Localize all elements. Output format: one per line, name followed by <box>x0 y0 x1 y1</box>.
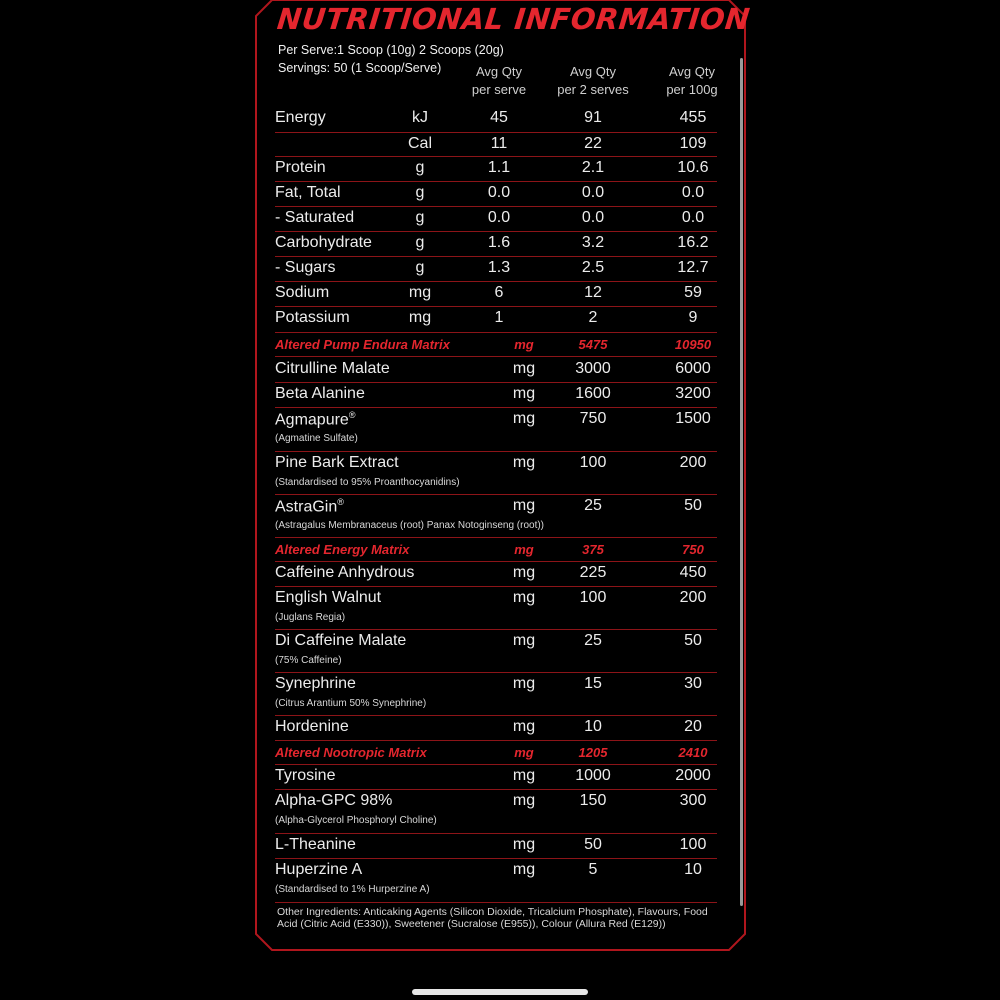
value-cell: 91 <box>584 109 602 126</box>
value-cell: 100 <box>579 589 607 606</box>
value-cell: 50 <box>684 497 702 514</box>
per-serve-info: Per Serve:1 Scoop (10g) 2 Scoops (20g) <box>278 43 504 57</box>
table-row <box>275 586 717 630</box>
nutrient-subtitle: (Alpha-Glycerol Phosphoryl Choline) <box>275 815 437 826</box>
value-cell: 150 <box>579 792 607 809</box>
table-row <box>275 156 717 182</box>
column-header-line: per serve <box>471 82 527 97</box>
nutrient-name <box>275 109 326 127</box>
value-cell: 11 <box>490 135 508 152</box>
table-row <box>275 382 717 408</box>
value-cell: 2 <box>588 309 598 326</box>
nutrient-name-text: Energy <box>275 109 326 126</box>
nutrient-name-text: Pine Bark Extract <box>275 454 399 471</box>
column-header-line: per 100g <box>666 82 718 97</box>
unit-cell: mg <box>512 564 536 581</box>
table-row <box>275 789 717 834</box>
unit-cell: mg <box>512 385 536 402</box>
value-cell: 2.1 <box>581 159 605 176</box>
trademark-mark: ® <box>337 497 344 507</box>
nutrient-name-text: Huperzine A <box>275 861 363 878</box>
value-cell: 1000 <box>575 767 611 784</box>
unit-cell: mg <box>512 675 536 692</box>
value-cell: 10 <box>584 718 602 735</box>
trademark-mark: ® <box>348 410 356 420</box>
value-cell: 12.7 <box>677 259 709 276</box>
scrollbar[interactable] <box>740 58 743 906</box>
nutrient-name <box>275 209 354 227</box>
value-cell: 16.2 <box>677 234 709 251</box>
unit-cell: mg <box>512 718 536 735</box>
value-cell: 10950 <box>674 337 712 352</box>
table-row <box>275 715 717 741</box>
value-cell: 2.5 <box>581 259 605 276</box>
nutrient-name <box>275 589 381 607</box>
table-row <box>275 106 717 133</box>
value-cell: 5475 <box>578 337 608 352</box>
unit-cell: Cal <box>407 135 432 152</box>
unit-cell: mg <box>514 745 534 760</box>
section-title <box>275 337 450 352</box>
value-cell: 200 <box>679 454 707 471</box>
value-cell: 0.0 <box>487 209 511 226</box>
table-row <box>275 494 717 538</box>
value-cell: 375 <box>582 542 604 557</box>
unit-cell: mg <box>512 792 536 809</box>
nutrient-name <box>275 454 399 472</box>
section-title <box>275 745 427 760</box>
nutrient-name-text: Hordenine <box>275 718 349 735</box>
nutrient-name-text: Carbohydrate <box>275 234 372 251</box>
nutrient-name-text: English Walnut <box>275 589 382 606</box>
value-cell: 1205 <box>578 745 608 760</box>
unit-cell: mg <box>512 632 536 649</box>
unit-cell: mg <box>512 454 536 471</box>
value-cell: 50 <box>684 632 702 649</box>
value-cell: 3.2 <box>581 234 605 251</box>
nutrient-name <box>275 284 329 302</box>
servings-info: Servings: 50 (1 Scoop/Serve) <box>278 61 442 75</box>
nutrient-name-text: Protein <box>275 159 326 176</box>
nutrient-name <box>275 234 372 252</box>
nutrient-name-text: Fat, Total <box>275 184 341 201</box>
home-indicator[interactable] <box>412 989 588 995</box>
value-cell: 6000 <box>675 360 711 377</box>
nutrient-name <box>275 836 356 854</box>
value-cell: 45 <box>490 109 508 126</box>
table-row <box>275 672 717 716</box>
value-cell: 455 <box>679 109 707 126</box>
unit-cell: g <box>415 184 425 201</box>
nutrient-name <box>275 718 349 736</box>
nutrient-name-text: Altered Nootropic Matrix <box>275 745 427 760</box>
nutrient-name <box>275 767 335 785</box>
nutrient-name <box>275 309 350 327</box>
nutrient-name-text: - Saturated <box>275 209 355 226</box>
table-row <box>275 407 717 452</box>
value-cell: 109 <box>679 135 707 152</box>
value-cell: 0.0 <box>681 184 705 201</box>
table-row <box>275 206 717 232</box>
unit-cell: mg <box>514 337 534 352</box>
column-header-per-100g <box>660 63 724 99</box>
value-cell: 30 <box>684 675 702 692</box>
value-cell: 750 <box>682 542 704 557</box>
section-row <box>275 332 717 357</box>
nutrient-name-text: - Sugars <box>275 259 336 276</box>
value-cell: 10 <box>684 861 702 878</box>
value-cell: 25 <box>584 497 602 514</box>
value-cell: 100 <box>579 454 607 471</box>
unit-cell: g <box>415 159 425 176</box>
table-row <box>275 833 717 859</box>
unit-cell: g <box>415 259 425 276</box>
value-cell: 1600 <box>575 385 611 402</box>
unit-cell: g <box>415 234 425 251</box>
value-cell: 2410 <box>678 745 708 760</box>
table-row <box>275 306 717 333</box>
value-cell: 1 <box>494 309 504 326</box>
value-cell: 12 <box>584 284 602 301</box>
value-cell: 3200 <box>675 385 711 402</box>
value-cell: 0.0 <box>487 184 511 201</box>
value-cell: 50 <box>584 836 602 853</box>
unit-cell: kJ <box>412 109 428 126</box>
table-row <box>275 132 717 157</box>
value-cell: 0.0 <box>681 209 705 226</box>
nutrient-subtitle: (Astragalus Membranaceus (root) Panax Notoginseng (root)) <box>275 520 545 531</box>
nutrient-name <box>275 675 356 693</box>
nutrient-name <box>275 159 326 177</box>
nutrient-name <box>275 410 355 429</box>
nutrient-name <box>275 861 362 879</box>
column-header-per-serve <box>466 63 532 99</box>
table-row <box>275 561 717 587</box>
nutrient-subtitle: (Citrus Arantium 50% Synephrine) <box>275 698 427 709</box>
unit-cell: mg <box>408 309 432 326</box>
nutrient-name-text: Di Caffeine Malate <box>275 632 407 649</box>
table-row <box>275 858 717 903</box>
nutrient-name-text: Altered Pump Endura Matrix <box>275 337 450 352</box>
unit-cell: mg <box>512 767 536 784</box>
value-cell: 450 <box>679 564 707 581</box>
value-cell: 15 <box>584 675 602 692</box>
nutrient-name <box>275 564 414 582</box>
value-cell: 0.0 <box>581 209 605 226</box>
nutrient-name <box>275 259 335 277</box>
section-row <box>275 740 717 765</box>
nutrient-name-text: Caffeine Anhydrous <box>275 564 415 581</box>
unit-cell: mg <box>408 284 432 301</box>
nutrient-name <box>275 360 390 378</box>
value-cell: 1.3 <box>487 259 511 276</box>
nutrient-name-text: Sodium <box>275 284 330 301</box>
value-cell: 10.6 <box>677 159 709 176</box>
nutrient-name-text: Alpha-GPC 98% <box>275 792 393 809</box>
nutrient-name-text: Agmapure <box>275 411 349 429</box>
value-cell: 1.1 <box>487 159 511 176</box>
unit-cell: mg <box>512 836 536 853</box>
value-cell: 0.0 <box>581 184 605 201</box>
value-cell: 1.6 <box>487 234 511 251</box>
section-row <box>275 537 717 562</box>
value-cell: 3000 <box>575 360 611 377</box>
nutrient-name-text: Tyrosine <box>275 767 336 784</box>
value-cell: 750 <box>579 410 607 427</box>
unit-cell: mg <box>512 497 536 514</box>
table-row <box>275 764 717 790</box>
table-row <box>275 256 717 282</box>
table-row <box>275 357 717 383</box>
value-cell: 6 <box>494 284 504 301</box>
column-header-line: Avg Qty <box>668 64 715 79</box>
nutrient-subtitle: (Standardised to 95% Proanthocyanidins) <box>275 477 460 488</box>
value-cell: 100 <box>679 836 707 853</box>
table-row <box>275 451 717 495</box>
value-cell: 9 <box>688 309 698 326</box>
value-cell: 200 <box>679 589 707 606</box>
value-cell: 25 <box>584 632 602 649</box>
unit-cell: mg <box>512 360 536 377</box>
nutrient-name-text: Potassium <box>275 309 350 326</box>
table-row <box>275 629 717 673</box>
nutrient-subtitle: (Agmatine Sulfate) <box>275 433 358 444</box>
nutrient-name <box>275 184 341 202</box>
unit-cell: mg <box>514 542 534 557</box>
unit-cell: mg <box>512 861 536 878</box>
page-title: NUTRITIONAL INFORMATION <box>275 2 752 36</box>
section-title <box>275 542 409 557</box>
nutrient-subtitle: (Standardised to 1% Hurperzine A) <box>275 884 430 895</box>
column-header-line: Avg Qty <box>475 64 522 79</box>
column-header-line: Avg Qty <box>569 64 616 79</box>
nutrient-name <box>275 632 406 650</box>
value-cell: 5 <box>588 861 598 878</box>
nutrient-name-text: Citrulline Malate <box>275 360 390 377</box>
nutrient-name-text: AstraGin <box>275 498 338 516</box>
value-cell: 2000 <box>675 767 711 784</box>
value-cell: 225 <box>579 564 607 581</box>
table-row <box>275 181 717 207</box>
unit-cell: mg <box>512 410 536 427</box>
unit-cell: g <box>415 209 425 226</box>
table-row <box>275 281 717 307</box>
nutrient-name-text: Beta Alanine <box>275 385 365 402</box>
unit-cell: mg <box>512 589 536 606</box>
value-cell: 20 <box>684 718 702 735</box>
nutrient-name-text: Altered Energy Matrix <box>275 542 410 557</box>
column-header-line: per 2 serves <box>557 82 629 97</box>
value-cell: 300 <box>679 792 707 809</box>
nutrient-subtitle: (75% Caffeine) <box>275 655 342 666</box>
value-cell: 22 <box>584 135 602 152</box>
nutrient-name <box>275 385 365 403</box>
nutrient-name <box>275 497 344 516</box>
nutrient-name-text: Synephrine <box>275 675 356 692</box>
column-header-per-2-serves <box>553 63 633 99</box>
table-row <box>275 231 717 257</box>
other-ingredients: Other Ingredients: Anticaking Agents (Silicon Dioxide, Tricalcium Phosphate), Flavours, Food Acid (Citric Acid (E330)), Sweetener (Sucralose (E955)), Colour (Allura Red (E129)) <box>277 906 708 930</box>
nutrient-name-text: L-Theanine <box>275 836 356 853</box>
nutrient-name <box>275 792 392 810</box>
value-cell: 59 <box>684 284 702 301</box>
nutrient-subtitle: (Juglans Regia) <box>275 612 346 623</box>
value-cell: 1500 <box>675 410 711 427</box>
